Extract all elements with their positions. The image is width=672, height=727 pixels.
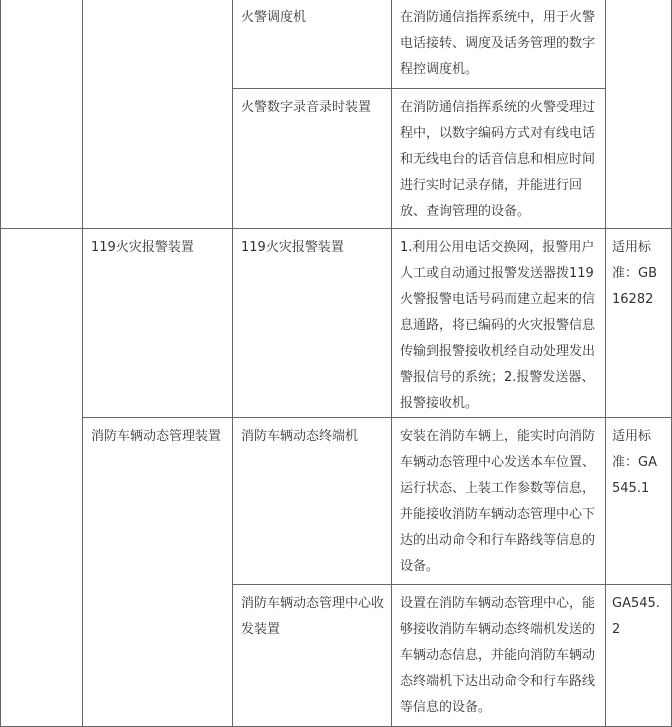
device-name-cell: 火警数字录音录时装置 <box>233 89 392 229</box>
device-name-cell: 消防车辆动态终端机 <box>233 418 392 585</box>
standard-cell: GA545.2 <box>606 585 672 727</box>
device-name-cell: 119火灾报警装置 <box>233 229 392 418</box>
device-name-cell: 消防车辆动态管理中心收发装置 <box>233 585 392 727</box>
standard-cell: 适用标准：GA545.1 <box>606 418 672 585</box>
standard-cell <box>606 0 672 229</box>
description-cell: 在消防通信指挥系统的火警受理过程中，以数字编码方式对有线电话和无线电台的话音信息和相应时间进行实时记录存储，并能进行回放、查询管理的设备。 <box>392 89 606 229</box>
spacer-cell <box>1 229 83 727</box>
table-row <box>1 418 672 585</box>
standard-cell: 适用标准：GB16282 <box>606 229 672 418</box>
description-cell: 设置在消防车辆动态管理中心，能够接收消防车辆动态终端机发送的车辆动态信息，并能向消防车辆动态终端机下达出动命令和行车路线等信息的设备。 <box>392 585 606 727</box>
category-cell: 消防车辆动态管理装置 <box>83 418 233 727</box>
description-cell: 安装在消防车辆上，能实时向消防车辆动态管理中心发送本车位置、运行状态、上装工作参数等信息，并能接收消防车辆动态管理中心下达的出动命令和行车路线等信息的设备。 <box>392 418 606 585</box>
spacer-cell <box>1 0 83 229</box>
table-row <box>1 0 672 89</box>
description-cell: 1.利用公用电话交换网，报警用户人工或自动通过报警发送器拨119火警报警电话号码而建立起来的信息通路，将已编码的火灾报警信息传输到报警接收机经自动处理发出警报信号的系统；2.报警发送器、报警接收机。 <box>392 229 606 418</box>
table-row <box>1 229 672 418</box>
category-cell: 119火灾报警装置 <box>83 229 233 418</box>
description-cell: 在消防通信指挥系统中，用于火警电话接转、调度及话务管理的数字程控调度机。 <box>392 0 606 89</box>
category-cell <box>83 0 233 229</box>
device-name-cell: 火警调度机 <box>233 0 392 89</box>
